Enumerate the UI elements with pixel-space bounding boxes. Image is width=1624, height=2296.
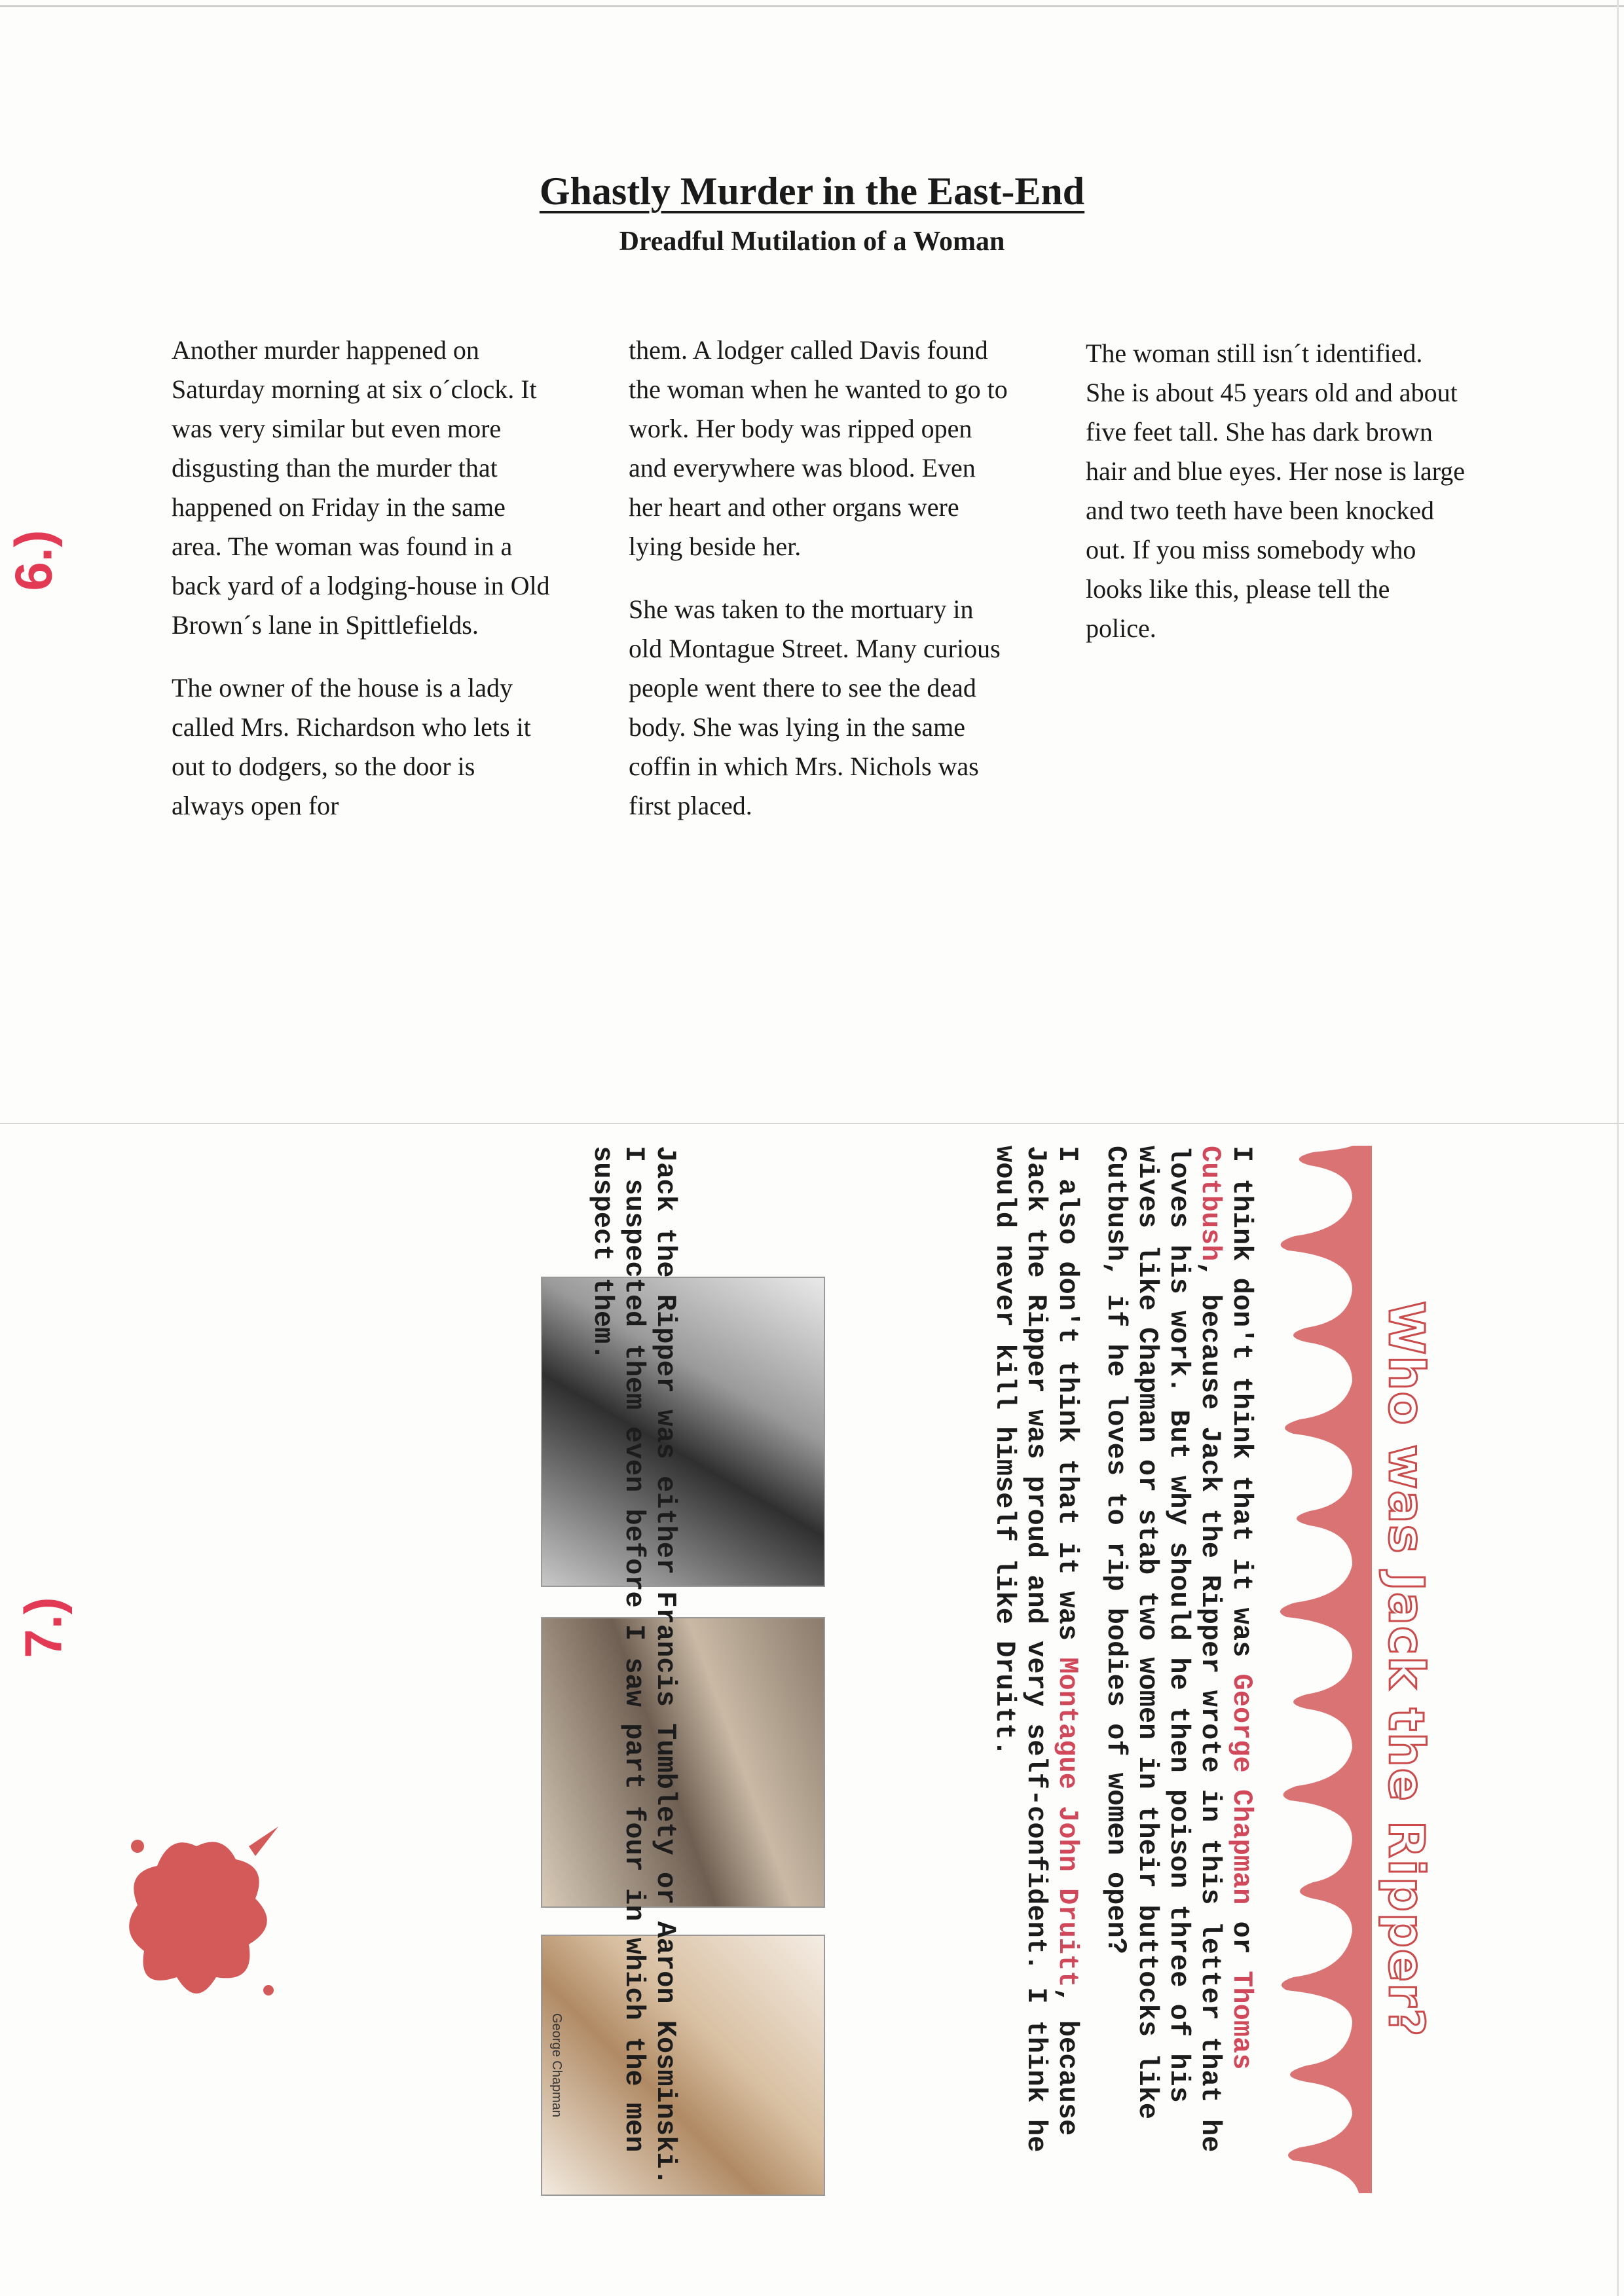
paper-edge-right [1617,0,1619,2296]
ripper-text-bottom [570,1146,681,2193]
paragraph-conclusion: Jack the Ripper was either Francis Tumblety or Aaron Kosminski. I suspected them even before I saw part four in which the men suspect them. [587,1146,681,2185]
page-number-seven: 7.) [14,1597,73,1658]
article-subtitle: Dreadful Mutilation of a Woman [619,227,1005,257]
paragraph: Another murder happened on Saturday morning at six o´clock. It was very similar but even more disgusting than the murder that happened on Friday in the same area. The woman was found in a back yard of a lodging-house in Old Brown´s lane in Spittlefields. [172,335,550,640]
article-column-1 [172,331,551,849]
paper-edge-top [0,5,1624,7]
name-george-chapman: George Chapman [1226,1673,1257,1905]
name-thomas-cutbush: Thomas Cutbush [1194,1146,1257,2070]
paragraph-chapman-cutbush: I think don't think that it was George Chapman or Thomas Cutbush, because Jack the Ripper wrote in this letter that he loves his work. But why should he then poison three of his wives like Chapman or stab two women in their buttocks like Cutbush, if he loves to rip bodies of women open? [1100,1146,1257,2153]
blood-drips-graphic [1267,1146,1372,2193]
ripper-heading: Who was Jack the Ripper? [1378,1301,1434,2038]
paragraph: them. A lodger called Davis found the woman when he wanted to go to work. Her body was ripped open and everywhere was blood. Even her heart and other organs were lying beside her. [629,335,1008,561]
article-column-3 [1086,334,1466,672]
blood-splatter-graphic [118,1820,288,2016]
paragraph: The owner of the house is a lady called Mrs. Richardson who lets it out to dodgers, so the door is always open for [172,673,531,820]
page-fold-line [0,1123,1624,1124]
article-title: Ghastly Murder in the East-End [539,170,1085,213]
photo-caption: George Chapman [549,2013,564,2117]
rotated-ripper-page [190,1146,1434,2193]
page-number-six: 6.) [4,530,63,591]
paragraph: She was taken to the mortuary in old Montague Street. Many curious people went there to see the dead body. She was lying in the same coffin in which Mrs. Nichols was first placed. [629,594,1001,820]
paragraph-druitt: I also don't think that it was Montague John Druitt, because Jack the Ripper was proud and very self-confident. I think he would never kill himself like Druitt. [989,1146,1083,2153]
article-column-2 [629,331,1008,849]
ripper-text-top [972,1146,1257,2193]
name-montague-john-druitt: Montague John Druitt [1052,1657,1083,1988]
paragraph: The woman still isn´t identified. She is about 45 years old and about five feet tall. She has dark brown hair and blue eyes. Her nose is large and two teeth have been knocked out. If you miss somebody who looks like this, please tell the police. [1086,338,1466,643]
